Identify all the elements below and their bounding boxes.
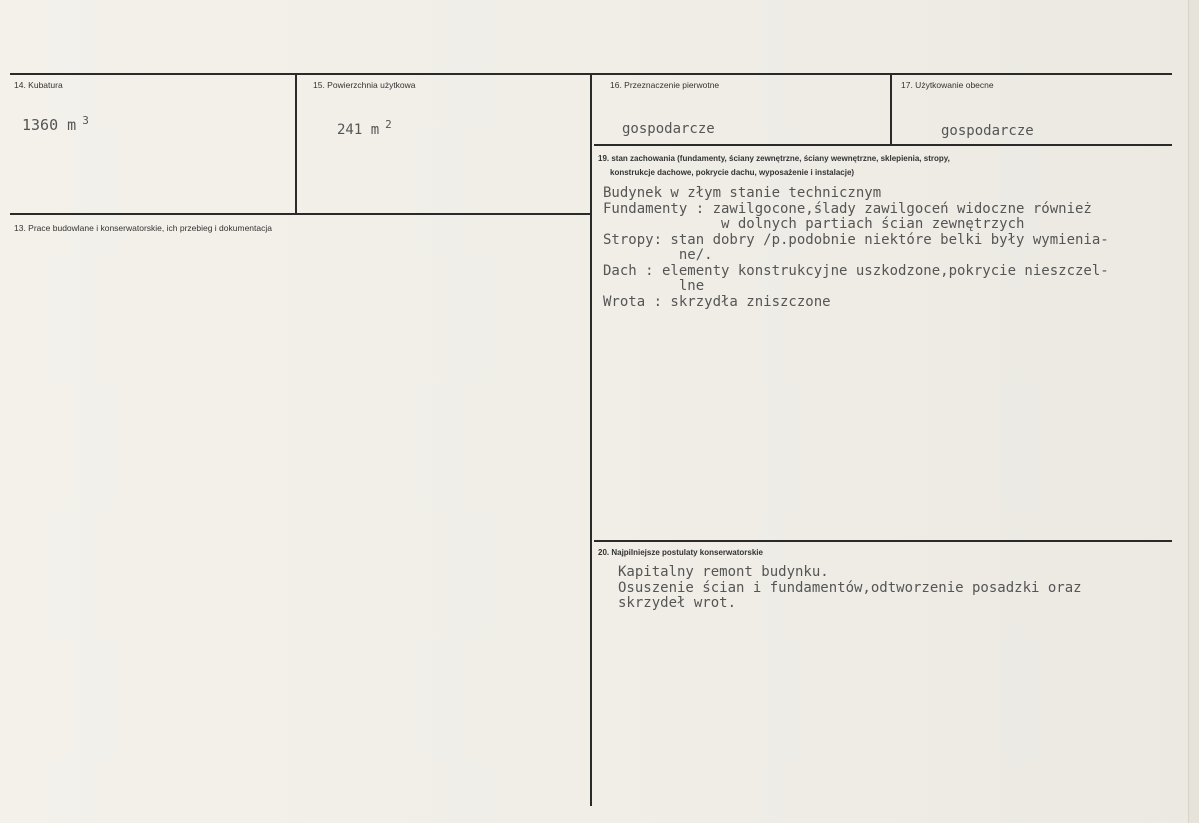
field-19-text [603,186,1109,310]
field-15-exponent: 2 [385,118,392,131]
field-15-number: 241 m [337,122,380,138]
field-20-line: Kapitalny remont budynku. [618,564,829,580]
field-14-number: 1360 m [22,116,77,134]
section-20-rule [594,540,1172,542]
field-19-label-line1: 19. stan zachowania (fundamenty, ściany zewnętrzne, ściany wewnętrzne, sklepienia, stropy, [598,154,950,163]
divider-center [590,74,592,806]
field-17-label: 17. Użytkowanie obecne [901,80,994,90]
field-19-label-line2: konstrukcje dachowe, pokrycie dachu, wyposażenie i instalacje) [610,168,855,177]
divider-16-17 [890,74,892,145]
row1-bottom-rule-left [10,213,590,215]
field-16-label: 16. Przeznaczenie pierwotne [610,80,720,90]
field-14-value [22,114,89,134]
field-20-line: Osuszenie ścian i fundamentów,odtworzenie posadzki oraz [618,579,1082,596]
field-16-value: gospodarcze [622,121,715,137]
field-19-line: ne/. [603,247,713,263]
row1-bottom-rule-right [594,144,1172,146]
field-13-label: 13. Prace budowlane i konserwatorskie, ich przebieg i dokumentacja [14,223,272,233]
field-15-label: 15. Powierzchnia użytkowa [313,80,416,90]
field-17-value: gospodarcze [941,123,1034,139]
field-19-line: Dach : elementy konstrukcyjne uszkodzone,pokrycie nieszczel- [603,262,1109,279]
field-20-line: skrzydeł wrot. [618,595,737,611]
field-19-line: Budynek w złym stanie technicznym [603,185,882,201]
field-19-line: lne [603,278,705,294]
field-20-text [618,565,1082,612]
field-20-label: 20. Najpilniejsze postulaty konserwatorskie [598,548,763,557]
divider-14-15 [295,74,297,215]
field-19-line: w dolnych partiach ścian zewnętrzych [603,216,1025,232]
page-edge [1188,0,1199,823]
field-14-label: 14. Kubatura [14,80,63,90]
field-14-exponent: 3 [82,114,89,127]
field-19-line: Fundamenty : zawilgocone,ślady zawilgoceń widoczne również [603,200,1092,217]
field-15-value [337,118,392,138]
field-19-line: Wrota : skrzydła zniszczone [603,293,831,310]
field-19-line: Stropy: stan dobry /p.podobnie niektóre belki były wymienia- [603,231,1109,248]
